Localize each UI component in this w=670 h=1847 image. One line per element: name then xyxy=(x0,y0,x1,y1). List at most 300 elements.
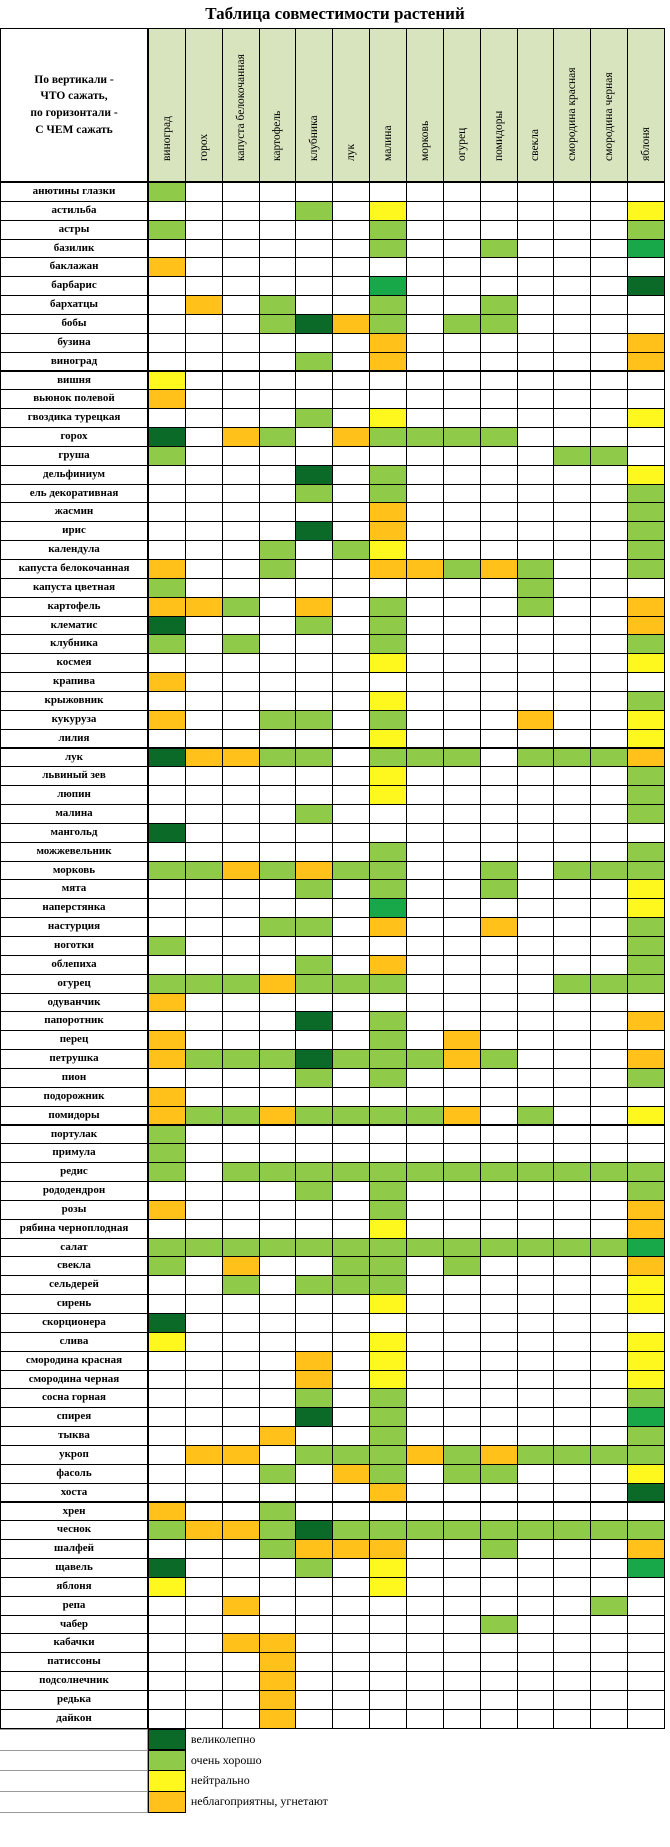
compatibility-cell xyxy=(295,295,333,315)
compatibility-cell xyxy=(185,201,223,221)
compatibility-cell xyxy=(590,201,628,221)
compatibility-cell xyxy=(590,371,628,391)
compatibility-cell xyxy=(295,1200,333,1220)
compatibility-cell xyxy=(517,1030,555,1050)
compatibility-cell xyxy=(517,842,555,862)
compatibility-cell xyxy=(259,597,297,617)
compatibility-cell xyxy=(148,1539,186,1559)
legend-gridline xyxy=(0,1812,148,1813)
compatibility-cell xyxy=(259,804,297,824)
row-label: базилик xyxy=(0,239,148,259)
compatibility-cell xyxy=(222,1313,260,1333)
compatibility-cell xyxy=(443,1256,481,1276)
compatibility-cell xyxy=(369,653,407,673)
compatibility-cell xyxy=(332,917,370,937)
compatibility-cell xyxy=(517,1539,555,1559)
row-label: тыква xyxy=(0,1426,148,1446)
compatibility-cell xyxy=(222,502,260,522)
compatibility-cell xyxy=(222,634,260,654)
compatibility-cell xyxy=(148,766,186,786)
compatibility-cell xyxy=(222,1615,260,1635)
compatibility-cell xyxy=(627,276,665,296)
compatibility-cell xyxy=(480,257,518,277)
compatibility-cell xyxy=(369,295,407,315)
compatibility-cell xyxy=(406,1106,444,1126)
compatibility-cell xyxy=(295,766,333,786)
compatibility-cell xyxy=(517,1125,555,1145)
compatibility-cell xyxy=(590,653,628,673)
compatibility-cell xyxy=(369,1143,407,1163)
compatibility-cell xyxy=(369,748,407,768)
compatibility-cell xyxy=(406,201,444,221)
compatibility-cell xyxy=(443,993,481,1013)
compatibility-cell xyxy=(332,1426,370,1446)
compatibility-cell xyxy=(443,823,481,843)
compatibility-cell xyxy=(185,1633,223,1653)
compatibility-cell xyxy=(295,521,333,541)
compatibility-cell xyxy=(259,842,297,862)
row-label: одуванчик xyxy=(0,993,148,1013)
compatibility-cell xyxy=(443,465,481,485)
compatibility-cell xyxy=(222,408,260,428)
compatibility-cell xyxy=(148,1407,186,1427)
compatibility-cell xyxy=(332,1633,370,1653)
compatibility-cell xyxy=(148,352,186,372)
compatibility-cell xyxy=(222,1294,260,1314)
row-label: яблоня xyxy=(0,1577,148,1597)
compatibility-cell xyxy=(222,1464,260,1484)
compatibility-cell xyxy=(627,446,665,466)
compatibility-cell xyxy=(627,1388,665,1408)
row-label: бобы xyxy=(0,314,148,334)
compatibility-cell xyxy=(590,446,628,466)
compatibility-cell xyxy=(406,1615,444,1635)
compatibility-cell xyxy=(517,1426,555,1446)
row-label: бузина xyxy=(0,333,148,353)
compatibility-cell xyxy=(295,276,333,296)
compatibility-cell xyxy=(480,578,518,598)
column-header-label: смородина красная xyxy=(566,67,579,161)
compatibility-cell xyxy=(185,691,223,711)
compatibility-cell xyxy=(295,220,333,240)
compatibility-cell xyxy=(148,484,186,504)
compatibility-cell xyxy=(332,785,370,805)
compatibility-cell xyxy=(295,1294,333,1314)
compatibility-cell xyxy=(148,691,186,711)
compatibility-cell xyxy=(332,842,370,862)
compatibility-cell xyxy=(406,1388,444,1408)
compatibility-cell xyxy=(406,1520,444,1540)
compatibility-cell xyxy=(185,257,223,277)
compatibility-cell xyxy=(295,1671,333,1691)
compatibility-cell xyxy=(590,1106,628,1126)
compatibility-cell xyxy=(406,578,444,598)
row-label: перец xyxy=(0,1030,148,1050)
compatibility-cell xyxy=(590,1388,628,1408)
compatibility-cell xyxy=(443,352,481,372)
compatibility-cell xyxy=(627,1106,665,1126)
compatibility-cell xyxy=(148,1615,186,1635)
compatibility-cell xyxy=(553,804,591,824)
compatibility-cell xyxy=(443,729,481,749)
compatibility-cell xyxy=(148,220,186,240)
compatibility-cell xyxy=(480,484,518,504)
compatibility-cell xyxy=(148,1370,186,1390)
row-label: виноград xyxy=(0,352,148,372)
compatibility-cell xyxy=(148,1483,186,1503)
compatibility-cell xyxy=(517,597,555,617)
compatibility-cell xyxy=(480,879,518,899)
compatibility-cell xyxy=(627,540,665,560)
compatibility-cell xyxy=(332,804,370,824)
compatibility-cell xyxy=(259,710,297,730)
compatibility-cell xyxy=(480,804,518,824)
compatibility-cell xyxy=(627,182,665,202)
compatibility-cell xyxy=(627,465,665,485)
compatibility-cell xyxy=(332,1709,370,1729)
compatibility-cell xyxy=(222,389,260,409)
compatibility-cell xyxy=(259,182,297,202)
compatibility-cell xyxy=(369,1652,407,1672)
compatibility-cell xyxy=(443,710,481,730)
compatibility-cell xyxy=(148,785,186,805)
row-label: вьюнок полевой xyxy=(0,389,148,409)
compatibility-cell xyxy=(627,616,665,636)
compatibility-cell xyxy=(222,559,260,579)
row-label: лилия xyxy=(0,729,148,749)
compatibility-cell xyxy=(148,1275,186,1295)
compatibility-cell xyxy=(295,1087,333,1107)
compatibility-cell xyxy=(590,484,628,504)
compatibility-cell xyxy=(406,1577,444,1597)
compatibility-cell xyxy=(590,1200,628,1220)
compatibility-cell xyxy=(295,1181,333,1201)
compatibility-cell xyxy=(295,1539,333,1559)
compatibility-cell xyxy=(222,729,260,749)
compatibility-cell xyxy=(553,917,591,937)
compatibility-cell xyxy=(406,917,444,937)
compatibility-cell xyxy=(295,314,333,334)
compatibility-cell xyxy=(332,1690,370,1710)
compatibility-cell xyxy=(332,1596,370,1616)
compatibility-cell xyxy=(369,1011,407,1031)
compatibility-cell xyxy=(517,352,555,372)
compatibility-cell xyxy=(443,672,481,692)
compatibility-cell xyxy=(480,1162,518,1182)
compatibility-cell xyxy=(332,974,370,994)
row-label: сосна горная xyxy=(0,1388,148,1408)
row-label: анютины глазки xyxy=(0,182,148,202)
compatibility-cell xyxy=(443,1539,481,1559)
compatibility-cell xyxy=(259,691,297,711)
compatibility-cell xyxy=(480,634,518,654)
compatibility-cell xyxy=(259,616,297,636)
compatibility-cell xyxy=(185,748,223,768)
compatibility-cell xyxy=(148,408,186,428)
compatibility-cell xyxy=(222,823,260,843)
compatibility-cell xyxy=(259,540,297,560)
compatibility-cell xyxy=(480,1690,518,1710)
row-label: горох xyxy=(0,427,148,447)
compatibility-cell xyxy=(259,936,297,956)
compatibility-cell xyxy=(185,1030,223,1050)
compatibility-cell xyxy=(517,898,555,918)
compatibility-cell xyxy=(259,1520,297,1540)
compatibility-cell xyxy=(553,1087,591,1107)
compatibility-cell xyxy=(590,257,628,277)
compatibility-cell xyxy=(406,1596,444,1616)
compatibility-cell xyxy=(369,823,407,843)
compatibility-cell xyxy=(406,955,444,975)
compatibility-cell xyxy=(295,239,333,259)
compatibility-cell xyxy=(369,672,407,692)
compatibility-cell xyxy=(627,1464,665,1484)
compatibility-cell xyxy=(553,672,591,692)
compatibility-cell xyxy=(369,1426,407,1446)
compatibility-cell xyxy=(259,257,297,277)
compatibility-cell xyxy=(590,729,628,749)
compatibility-cell xyxy=(222,993,260,1013)
compatibility-cell xyxy=(406,1502,444,1522)
compatibility-cell xyxy=(295,653,333,673)
compatibility-cell xyxy=(222,1370,260,1390)
compatibility-cell xyxy=(148,936,186,956)
compatibility-cell xyxy=(590,1709,628,1729)
compatibility-cell xyxy=(332,1445,370,1465)
row-label: баклажан xyxy=(0,257,148,277)
row-label: салат xyxy=(0,1238,148,1258)
compatibility-cell xyxy=(369,389,407,409)
compatibility-cell xyxy=(259,521,297,541)
compatibility-cell xyxy=(222,1577,260,1597)
compatibility-cell xyxy=(332,936,370,956)
compatibility-cell xyxy=(259,898,297,918)
compatibility-cell xyxy=(332,1671,370,1691)
compatibility-cell xyxy=(332,729,370,749)
compatibility-cell xyxy=(590,748,628,768)
compatibility-cell xyxy=(222,879,260,899)
compatibility-cell xyxy=(185,993,223,1013)
compatibility-cell xyxy=(480,1351,518,1371)
compatibility-cell xyxy=(627,408,665,428)
compatibility-cell xyxy=(369,879,407,899)
compatibility-cell xyxy=(185,1125,223,1145)
compatibility-cell xyxy=(406,1426,444,1446)
compatibility-cell xyxy=(406,1558,444,1578)
compatibility-cell xyxy=(443,597,481,617)
row-label: люпин xyxy=(0,785,148,805)
compatibility-cell xyxy=(185,936,223,956)
compatibility-cell xyxy=(222,182,260,202)
column-header xyxy=(443,28,481,182)
compatibility-cell xyxy=(332,1388,370,1408)
compatibility-cell xyxy=(517,427,555,447)
compatibility-cell xyxy=(590,1370,628,1390)
legend-label: великолепно xyxy=(190,1731,256,1746)
compatibility-cell xyxy=(148,1238,186,1258)
column-header xyxy=(295,28,333,182)
compatibility-cell xyxy=(443,389,481,409)
column-header xyxy=(185,28,223,182)
compatibility-cell xyxy=(553,1577,591,1597)
compatibility-cell xyxy=(443,898,481,918)
compatibility-cell xyxy=(185,1370,223,1390)
compatibility-cell xyxy=(406,1181,444,1201)
compatibility-cell xyxy=(369,1577,407,1597)
compatibility-cell xyxy=(185,1464,223,1484)
compatibility-cell xyxy=(259,1426,297,1446)
compatibility-cell xyxy=(185,1238,223,1258)
compatibility-cell xyxy=(553,1125,591,1145)
compatibility-cell xyxy=(553,1633,591,1653)
compatibility-cell xyxy=(480,1407,518,1427)
compatibility-cell xyxy=(148,1577,186,1597)
row-label: ноготки xyxy=(0,936,148,956)
compatibility-cell xyxy=(222,766,260,786)
compatibility-cell xyxy=(332,446,370,466)
compatibility-cell xyxy=(295,993,333,1013)
row-label: хрен xyxy=(0,1502,148,1522)
compatibility-cell xyxy=(406,879,444,899)
compatibility-cell xyxy=(148,1426,186,1446)
compatibility-cell xyxy=(222,1351,260,1371)
compatibility-cell xyxy=(369,446,407,466)
compatibility-cell xyxy=(553,993,591,1013)
compatibility-cell xyxy=(222,974,260,994)
compatibility-cell xyxy=(517,1256,555,1276)
compatibility-cell xyxy=(480,1709,518,1729)
compatibility-cell xyxy=(590,1256,628,1276)
compatibility-cell xyxy=(369,521,407,541)
compatibility-cell xyxy=(553,955,591,975)
compatibility-cell xyxy=(295,1483,333,1503)
compatibility-cell xyxy=(222,616,260,636)
compatibility-cell xyxy=(295,1690,333,1710)
compatibility-cell xyxy=(259,352,297,372)
compatibility-cell xyxy=(369,1596,407,1616)
compatibility-cell xyxy=(480,766,518,786)
column-header-label: картофель xyxy=(271,110,284,161)
compatibility-cell xyxy=(259,1502,297,1522)
compatibility-cell xyxy=(185,371,223,391)
compatibility-cell xyxy=(259,333,297,353)
compatibility-cell xyxy=(148,1219,186,1239)
compatibility-cell xyxy=(295,502,333,522)
compatibility-cell xyxy=(627,314,665,334)
compatibility-cell xyxy=(222,1520,260,1540)
compatibility-cell xyxy=(443,427,481,447)
compatibility-cell xyxy=(332,1068,370,1088)
compatibility-cell xyxy=(406,1483,444,1503)
compatibility-cell xyxy=(406,710,444,730)
row-label: дельфиниум xyxy=(0,465,148,485)
compatibility-cell xyxy=(517,1615,555,1635)
row-label: шалфей xyxy=(0,1539,148,1559)
compatibility-cell xyxy=(627,748,665,768)
compatibility-cell xyxy=(627,974,665,994)
compatibility-cell xyxy=(517,446,555,466)
compatibility-cell xyxy=(480,917,518,937)
compatibility-cell xyxy=(185,1256,223,1276)
compatibility-cell xyxy=(517,804,555,824)
compatibility-cell xyxy=(480,408,518,428)
compatibility-cell xyxy=(627,1332,665,1352)
compatibility-cell xyxy=(369,408,407,428)
compatibility-cell xyxy=(259,239,297,259)
compatibility-cell xyxy=(369,1407,407,1427)
row-label: ирис xyxy=(0,521,148,541)
compatibility-cell xyxy=(406,1275,444,1295)
compatibility-cell xyxy=(517,1068,555,1088)
compatibility-cell xyxy=(148,1068,186,1088)
compatibility-cell xyxy=(406,333,444,353)
compatibility-cell xyxy=(590,1238,628,1258)
compatibility-cell xyxy=(222,1106,260,1126)
compatibility-cell xyxy=(443,1087,481,1107)
compatibility-cell xyxy=(517,766,555,786)
compatibility-cell xyxy=(627,389,665,409)
compatibility-cell xyxy=(406,239,444,259)
compatibility-cell xyxy=(222,484,260,504)
compatibility-cell xyxy=(590,521,628,541)
compatibility-cell xyxy=(148,823,186,843)
compatibility-cell xyxy=(590,785,628,805)
compatibility-cell xyxy=(553,1502,591,1522)
compatibility-cell xyxy=(627,295,665,315)
compatibility-cell xyxy=(369,276,407,296)
compatibility-cell xyxy=(148,672,186,692)
compatibility-cell xyxy=(553,710,591,730)
compatibility-cell xyxy=(222,898,260,918)
compatibility-cell xyxy=(332,1049,370,1069)
compatibility-cell xyxy=(185,1351,223,1371)
compatibility-cell xyxy=(627,1181,665,1201)
compatibility-cell xyxy=(332,955,370,975)
compatibility-cell xyxy=(627,1577,665,1597)
compatibility-cell xyxy=(148,861,186,881)
compatibility-cell xyxy=(553,389,591,409)
compatibility-cell xyxy=(553,220,591,240)
compatibility-cell xyxy=(480,1388,518,1408)
compatibility-cell xyxy=(332,1181,370,1201)
compatibility-cell xyxy=(148,804,186,824)
compatibility-cell xyxy=(627,1238,665,1258)
compatibility-cell xyxy=(369,1615,407,1635)
compatibility-cell xyxy=(259,879,297,899)
row-label: редис xyxy=(0,1162,148,1182)
compatibility-cell xyxy=(480,785,518,805)
compatibility-cell xyxy=(480,1483,518,1503)
compatibility-cell xyxy=(590,1615,628,1635)
compatibility-cell xyxy=(627,1426,665,1446)
compatibility-cell xyxy=(480,446,518,466)
compatibility-cell xyxy=(480,748,518,768)
compatibility-cell xyxy=(553,1313,591,1333)
compatibility-cell xyxy=(295,1426,333,1446)
compatibility-cell xyxy=(185,766,223,786)
compatibility-cell xyxy=(517,993,555,1013)
compatibility-cell xyxy=(332,484,370,504)
compatibility-cell xyxy=(369,1275,407,1295)
compatibility-cell xyxy=(295,1143,333,1163)
compatibility-cell xyxy=(443,785,481,805)
compatibility-cell xyxy=(295,729,333,749)
compatibility-cell xyxy=(222,1426,260,1446)
compatibility-cell xyxy=(295,352,333,372)
compatibility-cell xyxy=(295,917,333,937)
row-label: подсолнечник xyxy=(0,1671,148,1691)
compatibility-cell xyxy=(295,955,333,975)
